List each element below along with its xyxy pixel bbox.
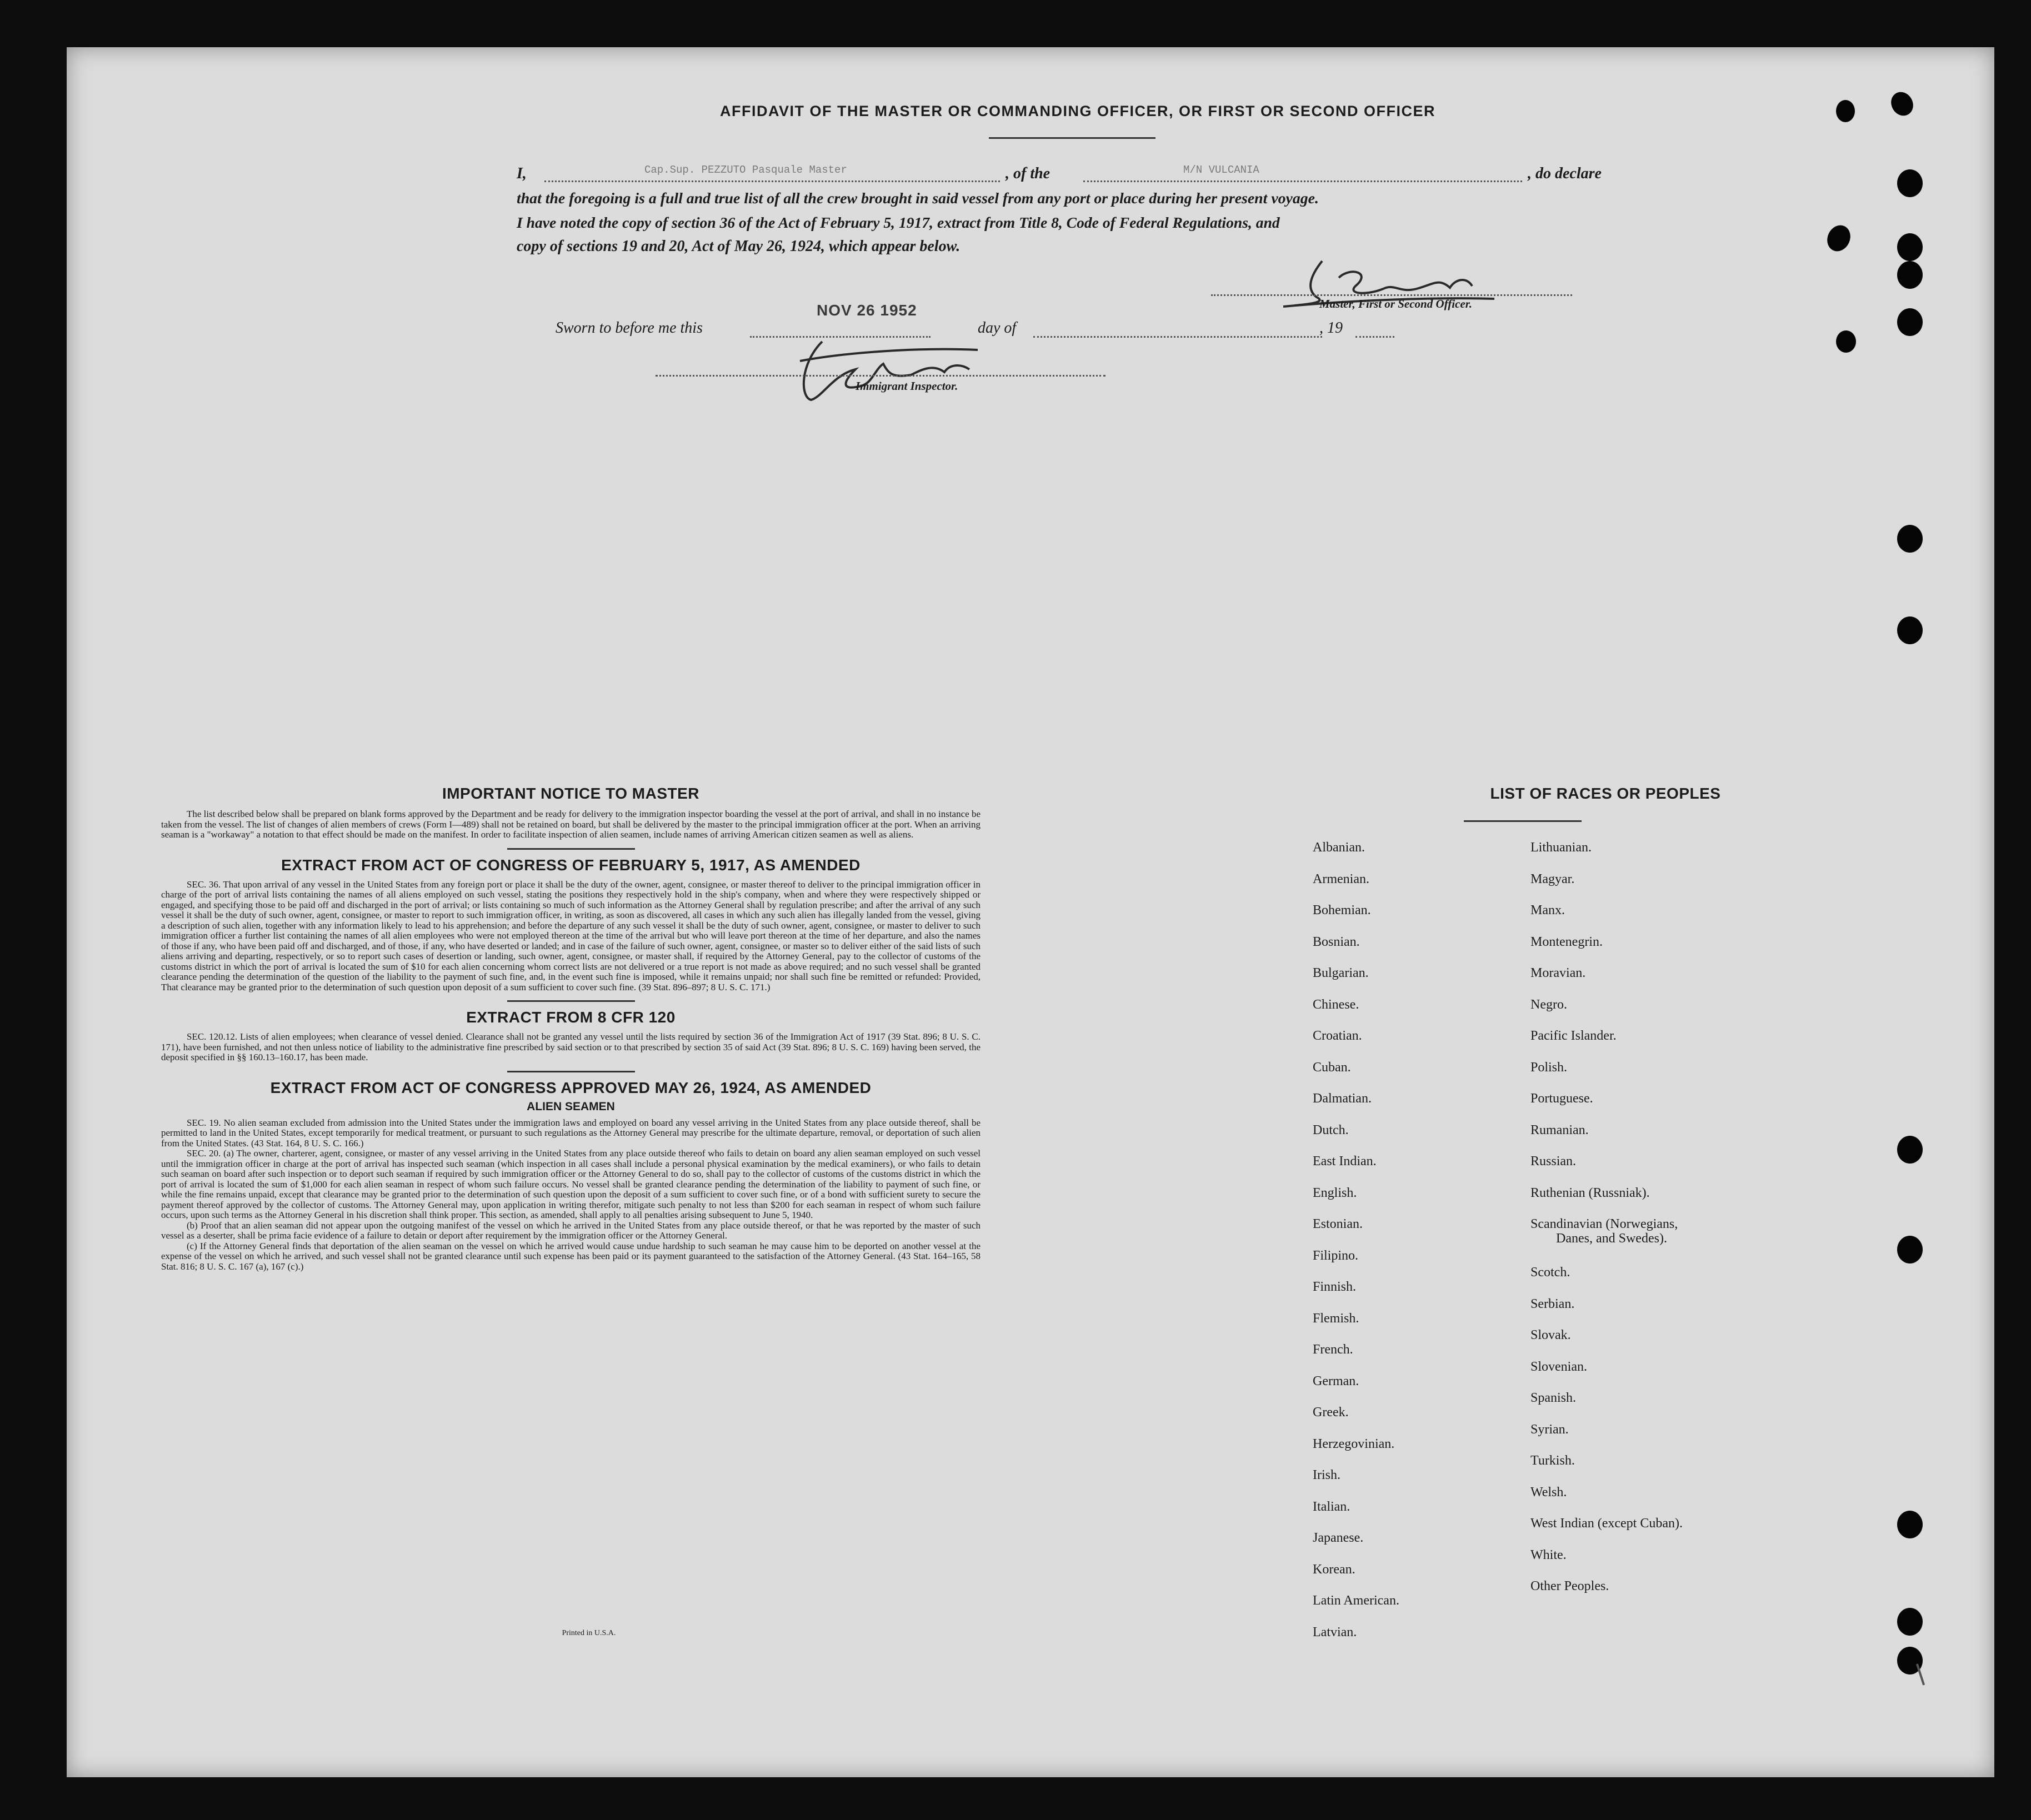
race-item: Ruthenian (Russniak). [1530, 1185, 1650, 1200]
affidavit-line-3: I have noted the copy of section 36 of the Act of February 5, 1917, extract from Title 8, Code of Federal Regulations, and [517, 214, 1280, 231]
race-item: Latvian. [1313, 1625, 1357, 1639]
document-page [67, 47, 1994, 1777]
race-item: Armenian. [1313, 871, 1369, 886]
vessel-name: M/N VULCANIA [1183, 164, 1259, 176]
punch-hole [1897, 261, 1923, 289]
race-item: Other Peoples. [1530, 1579, 1609, 1593]
sworn-year-field [1355, 336, 1394, 338]
affidavit-title: AFFIDAVIT OF THE MASTER OR COMMANDING OFFICER, OR FIRST OR SECOND OFFICER [720, 103, 1435, 119]
race-item: Pacific Islander. [1530, 1029, 1617, 1043]
punch-hole [1897, 525, 1923, 553]
race-item: Manx. [1530, 903, 1565, 917]
section-19: SEC. 19. No alien seaman excluded from admission into the United States under the immigration laws and employed on board any vessel arriving in the United States from any place outside thereof, shall be permitted to land in the United States, except temporarily for medical treatment, or pursuant to such regulations as the Attorney General may prescribe for the ultimate departure, removal, or deportation of such alien from the United States. (43 Stat. 164, 8 U. S. C. 166.) [161, 1117, 981, 1149]
declarant-field [544, 181, 1000, 182]
extract-cfr-title: EXTRACT FROM 8 CFR 120 [466, 1009, 676, 1026]
race-item: Slovak. [1530, 1328, 1571, 1342]
punch-hole [1897, 1236, 1923, 1264]
race-item: Montenegrin. [1530, 934, 1603, 949]
day-of-label: day of [978, 319, 1017, 337]
affidavit-line-2: that the foregoing is a full and true list of all the crew brought in said vessel from any port or place during her present voyage. [517, 190, 1319, 207]
sworn-label: Sworn to before me this [556, 319, 703, 337]
extract-cfr-text: SEC. 120.12. Lists of alien employees; when clearance of vessel denied. Clearance shall not be granted any vessel until the lists required by section 36 of the Immigration Act of 1917 (39 Stat. 896; 8 U. S. C. 171), have been furnished, and not then unless notice of liability to the administrative fine prescribed by said section or to that prescribed by section 35 of said Act (39 Stat. 896; 8 U. S. C. 169) having been served, the deposit specified in §§ 160.13–160.17, has been made. [161, 1031, 981, 1062]
race-item: Dalmatian. [1313, 1091, 1372, 1106]
race-item: Danes, and Swedes). [1556, 1231, 1667, 1246]
race-item: Spanish. [1530, 1391, 1577, 1405]
race-item: White. [1530, 1547, 1567, 1562]
race-item: Negro. [1530, 997, 1567, 1012]
declare-label: , do declare [1528, 165, 1602, 182]
race-item: Estonian. [1313, 1217, 1363, 1231]
race-item: Croatian. [1313, 1029, 1362, 1043]
notice-title: IMPORTANT NOTICE TO MASTER [442, 785, 700, 802]
race-item: Greek. [1313, 1405, 1349, 1420]
race-item: Bulgarian. [1313, 966, 1369, 980]
vessel-field [1083, 181, 1522, 182]
officer-signature-line [1211, 294, 1572, 296]
section-20b: (b) Proof that an alien seaman did not appear upon the outgoing manifest of the vessel on which he arrived in the United States from any place outside thereof, or that he was reported by the master of such vessel as a deserter, shall be prima facie evidence of a failure to detain or deport after requirement by the immigration officer or the Attorney General. [161, 1220, 981, 1241]
extract-1917-text: SEC. 36. That upon arrival of any vessel in the United States from any foreign port or place it shall be the duty of the owner, agent, consignee, or master thereof to deliver to the principal immigration officer in charge of the port of arrival lists containing the names of all aliens employed on such vessel, stating the positions they respectively hold in the ship's company, when and where they were respectively shipped or engaged, and specifying those to be paid off and discharged in the port of arrival; or lists containing so much of such information as the Attorney General shall by regulation prescribe; and after the arrival of any such vessel it shall be the duty of such owner, agent, consignee, or master to report to such immigration officer, in writing, as soon as discovered, all cases in which any such alien has illegally landed from the vessel, giving a description of such alien, together with any information likely to lead to his apprehension; and before the departure of any such vessel it shall be the duty of such owner, agent, consignee, or master to deliver to such immigration officer a further list containing the names of all alien employees who were not employed thereon at the time of the arrival but who will leave port thereon at the time of her departure, and also the names of those if any, who have been paid off and discharged, and of those, if any, who have deserted or landed; and in case of the failure of such owner, agent, consignee, or master so to deliver either of the said lists of such aliens arriving and departing, respectively, or so to report such cases of desertion or landing, such owner, agent, consignee, or master shall, if required by the Attorney General, pay to the collector of customs of the customs district in which the port of arrival is located the sum of $10 for each alien concerning whom correct lists are not delivered or a true report is not made as above required; and no such vessel shall be granted clearance pending the determination of the question of the liability to the payment of such fine, and, in the event such fine is imposed, while it remains unpaid; nor shall such fine be remitted or refunded: Provided, That clearance may be granted prior to the determination of such question upon deposit of a sum sufficient to cover such fine. (39 Stat. 896–897; 8 U. S. C. 171.) [161, 879, 981, 992]
race-item: English. [1313, 1185, 1357, 1200]
punch-hole [1897, 1136, 1923, 1164]
extract-1917-title: EXTRACT FROM ACT OF CONGRESS OF FEBRUARY 5, 1917, AS AMENDED [281, 856, 861, 874]
inspector-signature [778, 330, 1122, 408]
affidavit-line-4: copy of sections 19 and 20, Act of May 26, 1924, which appear below. [517, 238, 961, 255]
race-item: Flemish. [1313, 1311, 1359, 1326]
punch-hole [1897, 1608, 1923, 1636]
race-item: East Indian. [1313, 1154, 1377, 1169]
section-20a: SEC. 20. (a) The owner, charterer, agent, consignee, or master of any vessel arriving in the United States from any place outside thereof who fails to detain on board any alien seaman employed on such vessel until the immigration officer in charge at the port of arrival has inspected such seaman (which inspection in all cases shall include a personal physical examination by the medical examiners), or who fails to detain such seaman on board after such inspection or to deport such seaman if required by such immigration officer or the Attorney General to do so, shall pay to the collector of customs of the customs district in which the port of arrival is located the sum of $1,000 for each alien seaman in respect of whom such failure occurs. No vessel shall be granted clearance pending the determination of the liability to payment of such fine, or while the fine remains unpaid, except that clearance may be granted prior to the determination of such question upon the deposit of a sum sufficient to cover such fine, or of a bond with sufficient surety to secure the payment thereof approved by the collector of customs. The Attorney General may, upon application in writing therefor, mitigate such penalty to not less than $200 for each seaman in respect of whom such failure occurs, upon such terms as the Attorney General in his discretion shall think proper. This section, as amended, shall apply to all penalties arising subsequent to June 5, 1940. [161, 1148, 981, 1220]
punch-hole [1836, 330, 1856, 353]
race-item: Korean. [1313, 1562, 1355, 1577]
race-item: Magyar. [1530, 871, 1575, 886]
title-rule [989, 137, 1155, 139]
race-item: Polish. [1530, 1060, 1568, 1075]
year-label: , 19 [1319, 319, 1343, 337]
of-the-label: , of the [1006, 165, 1050, 182]
inspector-caption: Immigrant Inspector. [856, 379, 958, 393]
section-rule [507, 848, 635, 850]
printed-in-usa: Printed in U.S.A. [562, 1629, 616, 1637]
race-item: Herzegovinian. [1313, 1436, 1395, 1451]
extract-1924-text [161, 1118, 981, 1272]
race-item: Bosnian. [1313, 934, 1360, 949]
race-item: Chinese. [1313, 997, 1359, 1012]
race-item: Finnish. [1313, 1280, 1357, 1294]
punch-hole [1887, 88, 1918, 119]
notice-column [161, 785, 981, 1272]
race-item: Japanese. [1313, 1531, 1364, 1545]
race-item: Albanian. [1313, 840, 1365, 855]
races-column-1 [1313, 840, 1513, 1696]
punch-hole [1897, 233, 1923, 261]
declarant-name: Cap.Sup. PEZZUTO Pasquale Master [644, 164, 847, 176]
race-item: Serbian. [1530, 1296, 1575, 1311]
race-item: Filipino. [1313, 1248, 1359, 1263]
punch-hole [1823, 222, 1855, 255]
race-item: Turkish. [1530, 1453, 1575, 1468]
date-stamp: NOV 26 1952 [817, 302, 917, 319]
race-item: Italian. [1313, 1499, 1350, 1514]
extract-1924-subtitle: ALIEN SEAMEN [527, 1100, 615, 1113]
race-item: Lithuanian. [1530, 840, 1592, 855]
extract-1924-title: EXTRACT FROM ACT OF CONGRESS APPROVED MAY 26, 1924, AS AMENDED [270, 1079, 872, 1096]
race-item: Scotch. [1530, 1265, 1570, 1280]
race-item: Welsh. [1530, 1485, 1567, 1500]
punch-hole [1836, 100, 1855, 122]
race-item: Slovenian. [1530, 1359, 1587, 1374]
race-item: German. [1313, 1373, 1359, 1388]
section-rule [507, 1000, 635, 1002]
races-title-rule [1464, 820, 1582, 822]
section-20c: (c) If the Attorney General finds that deportation of the alien seaman on the vessel on which he arrived would cause undue hardship to such seaman he may cause him to be deported on another vessel at the expense of the vessel on which he arrived, and such vessel shall not be granted clearance until such expense has been paid or its payment guaranteed to the satisfaction of the Attorney General. (43 Stat. 164–165, 58 Stat. 816; 8 U. S. C. 167 (a), 167 (c).) [161, 1240, 981, 1272]
race-item: Moravian. [1530, 966, 1586, 980]
race-item: Cuban. [1313, 1060, 1351, 1075]
race-item: Scandinavian (Norwegians, [1530, 1217, 1678, 1231]
race-item: Bohemian. [1313, 903, 1371, 917]
race-item: Dutch. [1313, 1122, 1349, 1137]
officer-caption: Master, First or Second Officer. [1319, 297, 1472, 310]
race-item: Syrian. [1530, 1422, 1569, 1437]
race-item: Russian. [1530, 1154, 1577, 1169]
punch-hole [1897, 169, 1923, 197]
notice-text: The list described below shall be prepared on blank forms approved by the Department and be ready for delivery to the immigration inspector boarding the vessel at the port of arrival, and shall in no instance be taken from the vessel. The list of changes of alien members of crews (Form I—489) shall not be retained on board, but shall be delivered by the master to the principal immigration officer at the port. When an arriving seaman is a "workaway" a notation to that effect should be made on the manifest. In order to facilitate inspection of alien seamen, include names of arriving American citizen seamen as well as aliens. [161, 809, 981, 840]
races-column-2 [1530, 840, 1786, 1696]
section-rule [507, 1071, 635, 1072]
race-item: Portuguese. [1530, 1091, 1593, 1106]
race-item: Rumanian. [1530, 1122, 1589, 1137]
race-item: West Indian (except Cuban). [1530, 1516, 1683, 1531]
race-item: Irish. [1313, 1468, 1340, 1482]
inspector-signature-line [656, 375, 1105, 377]
race-item: French. [1313, 1342, 1353, 1357]
declarant-label: I, [517, 165, 527, 182]
punch-hole [1897, 616, 1923, 644]
punch-hole [1897, 1511, 1923, 1538]
races-title: LIST OF RACES OR PEOPLES [1490, 785, 1721, 802]
race-item: Latin American. [1313, 1593, 1399, 1608]
punch-hole [1897, 308, 1923, 336]
